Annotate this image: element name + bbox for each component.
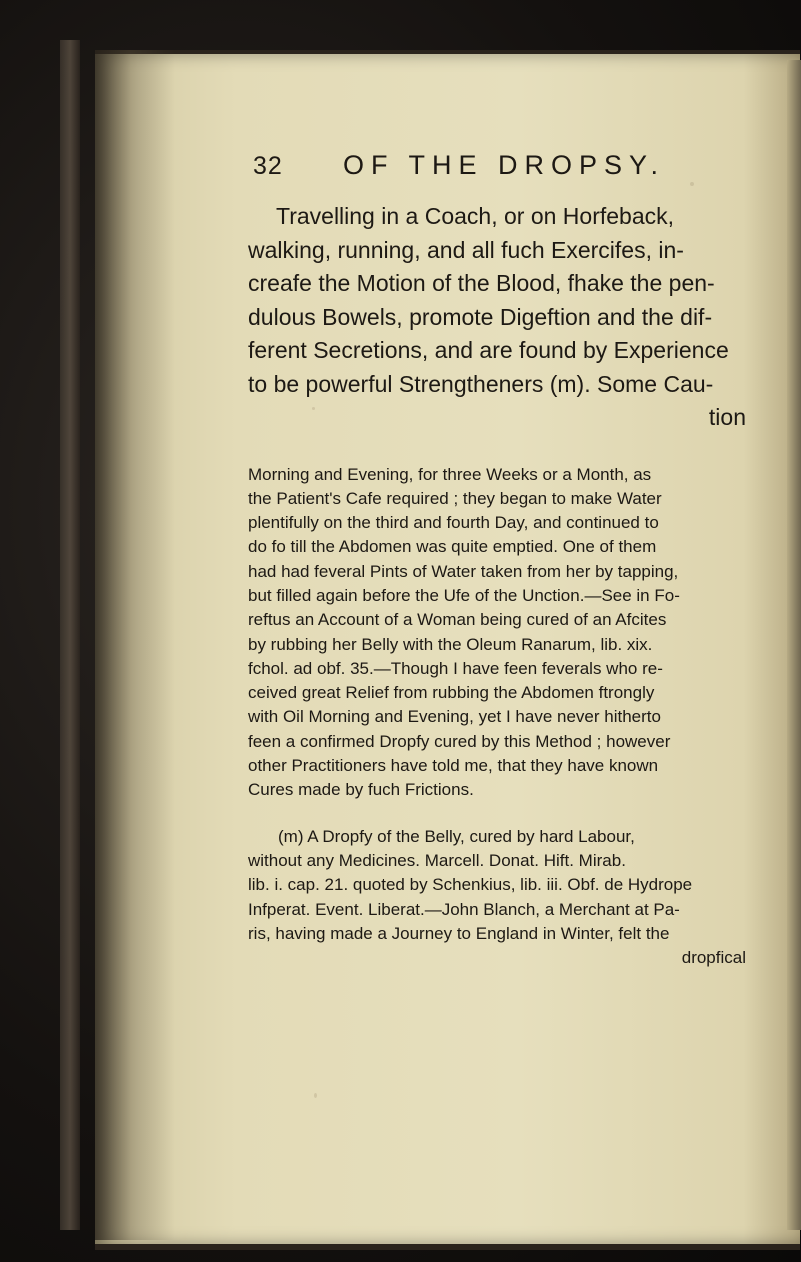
main-text-line: to be powerful Strengtheners (m). Some Cau- bbox=[248, 370, 714, 397]
note-line: by rubbing her Belly with the Oleum Ranarum, lib. xix. bbox=[248, 634, 653, 654]
page-header bbox=[253, 150, 748, 196]
main-text-line: ferent Secretions, and are found by Experience bbox=[248, 337, 729, 363]
footnote-line: (m) A Dropfy of the Belly, cured by hard Labour, bbox=[278, 826, 635, 846]
note-line: ceived great Relief from rubbing the Abdomen ftrongly bbox=[248, 683, 655, 703]
page-fore-edge bbox=[787, 60, 801, 1230]
note-line: fchol. ad obf. 35.—Though I have feen feverals who re- bbox=[248, 658, 663, 678]
note-line: Cures made by fuch Frictions. bbox=[248, 780, 474, 800]
main-text-line: creafe the Motion of the Blood, fhake the pen- bbox=[248, 270, 715, 296]
footnote-line: lib. i. cap. 21. quoted by Schenkius, lib. iii. Obf. de Hydrope bbox=[248, 875, 693, 895]
note-line: reftus an Account of a Woman being cured of an Afcites bbox=[248, 610, 667, 630]
main-text-line: walking, running, and all fuch Exercifes, in- bbox=[248, 236, 684, 263]
note-line: do fo till the Abdomen was quite emptied. One of them bbox=[248, 537, 657, 557]
paper-spot bbox=[314, 1093, 317, 1098]
running-head: OF THE DROPSY. bbox=[343, 150, 666, 180]
note-line: the Patient's Cafe required ; they began to make Water bbox=[248, 488, 662, 508]
note-line: had had feveral Pints of Water taken from her by tapping, bbox=[248, 561, 679, 581]
note-line: Morning and Evening, for three Weeks or a Month, as bbox=[248, 464, 652, 484]
note-line: with Oil Morning and Evening, yet I have never hitherto bbox=[248, 707, 661, 727]
note-text bbox=[248, 463, 748, 971]
main-text-line: dulous Bowels, promote Digeftion and the dif- bbox=[248, 303, 713, 330]
footnote-line: ris, having made a Journey to England in Winter, felt the bbox=[248, 923, 670, 943]
main-text bbox=[248, 200, 748, 435]
footnote-catchword: dropfical bbox=[681, 948, 746, 968]
note-line: plentifully on the third and fourth Day, and continued to bbox=[248, 513, 659, 533]
main-text-line: Travelling in a Coach, or on Horfeback, bbox=[276, 203, 675, 229]
footnote-line: Infperat. Event. Liberat.—John Blanch, a Merchant at Pa- bbox=[248, 899, 680, 919]
footnote-m bbox=[248, 825, 748, 971]
footnote-line: without any Medicines. Marcell. Donat. Hift. Mirab. bbox=[248, 850, 626, 870]
note-line: feen a confirmed Dropfy cured by this Method ; however bbox=[248, 731, 671, 751]
page-text-block bbox=[248, 150, 748, 970]
catchword: tion bbox=[708, 404, 746, 430]
note-line: other Practitioners have told me, that they have known bbox=[248, 756, 659, 776]
page-number: 32 bbox=[253, 152, 283, 180]
page-gutter-shadow bbox=[95, 50, 175, 1240]
book-binding-edge bbox=[60, 40, 80, 1230]
note-line: but filled again before the Ufe of the Unction.—See in Fo- bbox=[248, 585, 680, 605]
